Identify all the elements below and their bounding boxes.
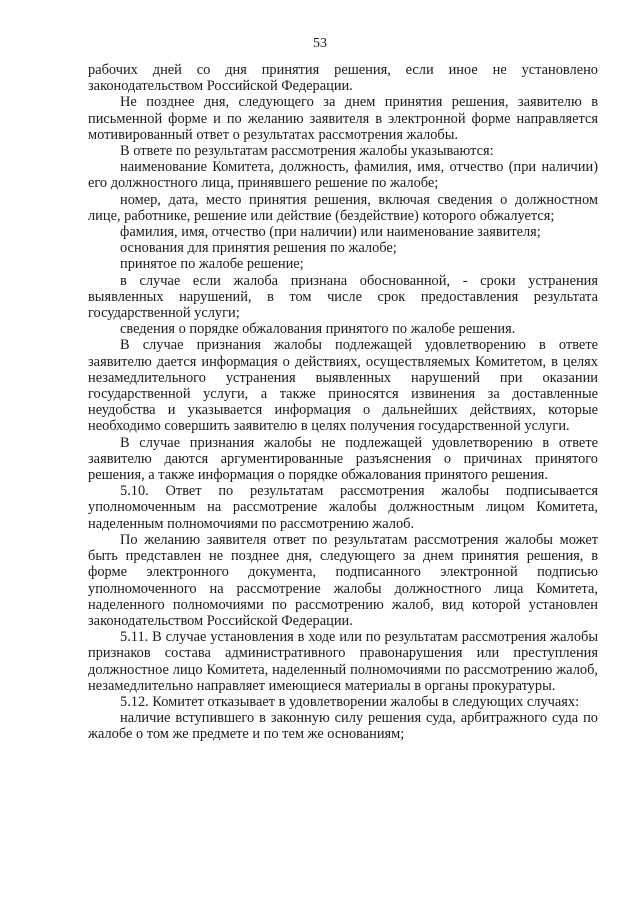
paragraph: принятое по жалобе решение; <box>120 256 304 273</box>
paragraph-section-5-11: 5.11. В случае установления в ходе или по результатам рассмотрения жалобы признаков состава административного правонарушения или преступления должностное лицо Комитета, наделенный полномочиями по рассмотрению жалоб, незамедлительно направляет имеющиеся материалы в органы прокуратуры. <box>88 629 598 694</box>
document-body <box>88 62 598 743</box>
paragraph: В ответе по результатам рассмотрения жалобы указываются: <box>120 143 494 160</box>
paragraph: сведения о порядке обжалования принятого по жалобе решения. <box>120 321 516 338</box>
paragraph: В случае признания жалобы не подлежащей удовлетворению в ответе заявителю даются аргументированные разъяснения о причинах принятого решения, а также информация о порядке обжалования принятого решения. <box>88 434 598 484</box>
paragraph: По желанию заявителя ответ по результатам рассмотрения жалобы может быть представлен не позднее дня, следующего за днем принятия решения, в форме электронного документа, подписанного электронной подписью уполномоченного на рассмотрение жалобы должностного лица Комитета, наделенного полномочиями по рассмотрению жалоб, вид которой установлен законодательством Российской Федерации. <box>88 531 598 629</box>
paragraph-section-5-10: 5.10. Ответ по результатам рассмотрения жалобы подписывается уполномоченным на рассмотрение жалобы должностным лицом Комитета, наделенным полномочиями по рассмотрению жалоб. <box>88 483 598 532</box>
paragraph: наименование Комитета, должность, фамилия, имя, отчество (при наличии) его должностного лица, принявшего решение по жалобе; <box>88 159 598 192</box>
paragraph: В случае признания жалобы подлежащей удовлетворению в ответе заявителю дается информация о действиях, осуществляемых Комитетом, в целях незамедлительного устранения выявленных нарушений при оказании государственной услуги, а также приносятся извинения за доставленные неудобства и указывается информация о дальнейших действиях, которые необходимо совершить заявителю в целях получения государственной услуги. <box>88 337 598 435</box>
paragraph-continuation: рабочих дней со дня принятия решения, если иное не установлено законодательством Российской Федерации. <box>88 62 598 95</box>
paragraph: наличие вступившего в законную силу решения суда, арбитражного суда по жалобе о том же предмете и по тем же основаниям; <box>88 710 598 743</box>
paragraph: фамилия, имя, отчество (при наличии) или наименование заявителя; <box>120 224 541 241</box>
page-number: 53 <box>313 36 327 51</box>
paragraph: в случае если жалоба признана обоснованной, - сроки устранения выявленных нарушений, в том числе срок предоставления результата государственной услуги; <box>88 272 598 322</box>
paragraph-section-5-12: 5.12. Комитет отказывает в удовлетворении жалобы в следующих случаях: <box>120 693 580 710</box>
paragraph: номер, дата, место принятия решения, включая сведения о должностном лице, работнике, решение или действие (бездействие) которого обжалуется; <box>88 191 598 224</box>
paragraph: основания для принятия решения по жалобе; <box>120 240 397 257</box>
paragraph: Не позднее дня, следующего за днем принятия решения, заявителю в письменной форме и по желанию заявителя в электронной форме направляется мотивированный ответ о результатах рассмотрения жалобы. <box>88 94 598 143</box>
